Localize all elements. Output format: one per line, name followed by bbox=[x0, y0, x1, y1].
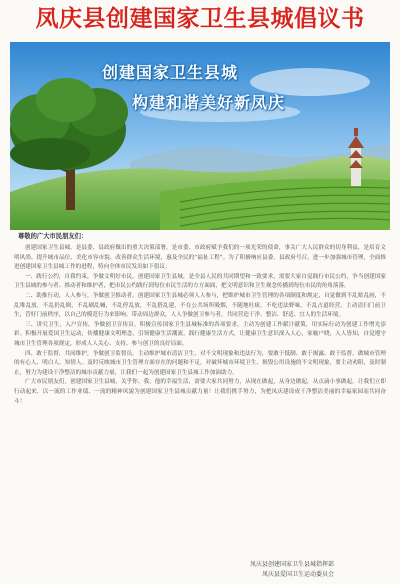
paragraph-4: 四、敢于监督，共同维护，争做创卫监督员。主动维护城市清洁卫生，对不文明现象和违法行为，要敢于抵制、敢于揭露、敢于监督，做城市管理的有心人、明白人、知情人。及时反映城市卫生管理方面存在的问题和不足，对破坏城市环境卫生、损毁公用设施的不文明现象，要主动劝阻，及时制止，努力为建设干净整洁的城市贡献力量，让我们一起为创建国家卫生县城工作加油助力。 bbox=[14, 350, 386, 376]
banner-slogan-line2: 构建和谐美好新凤庆 bbox=[132, 93, 286, 112]
paragraph-3: 三、讲究卫生，入户宣传，争做创卫宣传员。积极宣传国家卫生县城标准的各项要求，主动为创建工作献计献策，用实际行动为创建工作增光添彩。积极开展爱国卫生运动，传播健康文明理念，引领健康生活潮流，践行健康生活方式，让健康卫生意识深入人心，家喻户晓，人人皆知，自觉遵守城市卫生管理各项规定，形成人人关心、支持、参与创卫的良好局面。 bbox=[14, 321, 386, 347]
signature-line2: 凤庆县爱国卫生运动委员会 bbox=[261, 571, 334, 578]
paragraph-2: 二、助推行动，人人参与，争做创卫推动者。创建国家卫生县城必须人人参与，把维护城市卫生管理的各项制度和规定，自觉做到不乱贴乱画，不乱堆乱放，不乱扔乱倒，不乱刷乱喊，不乱停乱放，不乱搭乱建，不在公共场所吸烟，不随地吐痰，不吃违法野味，不乱占道经营。主动清扫门前卫生，管好门前秩序，以自己的模范行为来影响、带动周边群众，人人争做创卫参与者，共同营造干净、整洁、舒适、宜人的生活环境。 bbox=[14, 292, 386, 319]
signature-line1: 凤庆县创建国家卫生县城指挥部 bbox=[249, 561, 334, 568]
paragraph-closing: 广大市民朋友们，创建国家卫生县城，关乎你、我、他的幸福生活，需要大家共同努力，从现在做起，从身边做起，从点滴小事做起，让我们立即行动起来，以一流的工作业绩、一流的精神风貌为创建国家卫生县城贡献力量！让我们携手努力，为把凤庆建设成干净整洁美丽的幸福家园而共同奋斗！ bbox=[14, 379, 386, 405]
paragraph-1: 一、践行公约，自我约束，争做文明好市民。创建国家卫生县城，是全县人民的共同期望和一致要求，需要大家自觉践行市民公约，争当创建国家卫生县城的参与者、推动者和维护者，把市民公约践行到每位市民生活的方方面面，把文明意识和卫生观念传播到每位市民的角角落落。 bbox=[14, 273, 386, 290]
paragraph-intro: 创建国家卫生县城，是县委、县政府做出的重大决策部署，是市委、市政府赋予我们的一项光荣的使命，事关广大人民群众的切身利益，是培育文明风尚、提升城市品位、美化市容市貌、改善群众生活环境，惠及全民的“福祉工程”。为了积极响应县委、县政府号召，进一步加强城市管理，全面推进创建国家卫生县城工作的进程，特向全体市民发出如下倡议： bbox=[14, 245, 386, 271]
greeting: 尊敬的广大市民朋友们： bbox=[18, 233, 88, 240]
banner-slogan-line1: 创建国家卫生县城 bbox=[102, 63, 239, 82]
banner-image bbox=[10, 42, 390, 230]
letter-body bbox=[14, 232, 386, 407]
page-title: 凤庆县创建国家卫生县城倡议书 bbox=[35, 6, 365, 32]
